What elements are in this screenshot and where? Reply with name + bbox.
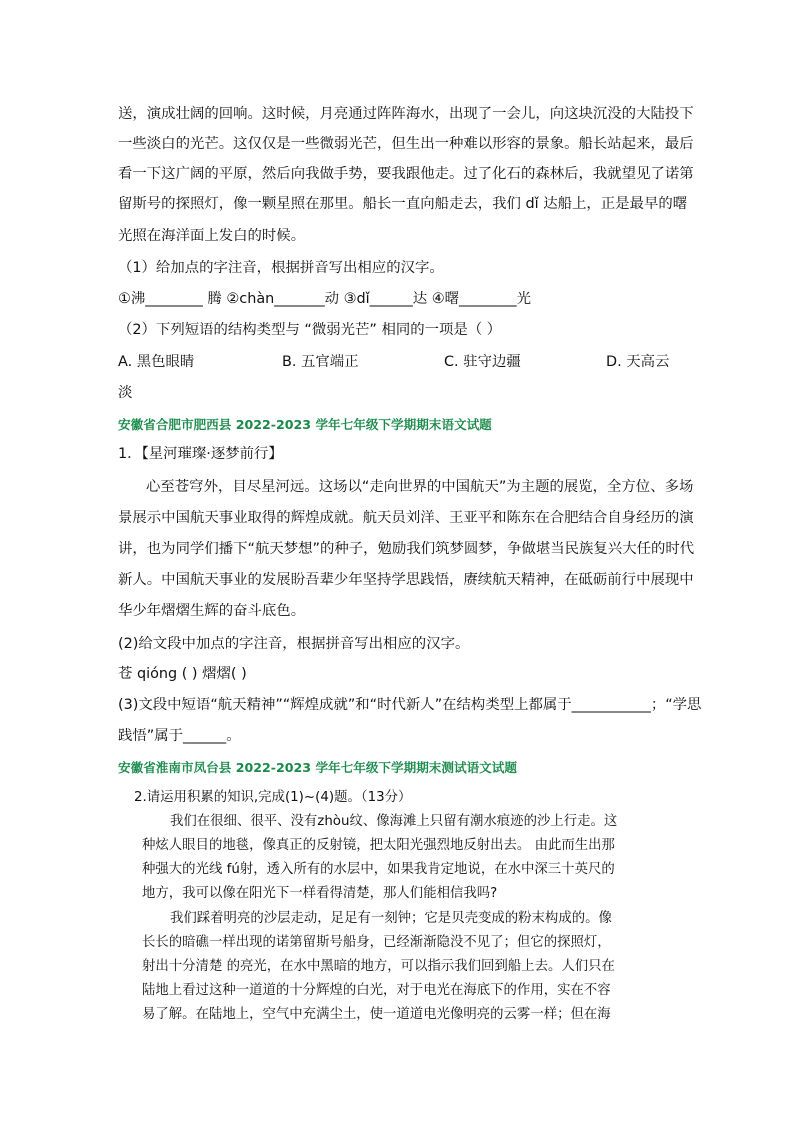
paragraph-line: 我们在很细、很平、没有zhòu纹、像海滩上只留有潮水痕迹的沙上行走。这 — [170, 814, 618, 829]
question-3: (3)文段中短语“航天精神”“辉煌成就”和“时代新人”在结构类型上都属于___________；“学思 — [118, 697, 702, 713]
paragraph-line: 华少年熠熠生辉的奋斗底色。 — [118, 603, 306, 619]
paragraph-line: 光照在海洋面上发白的时候。 — [118, 228, 306, 244]
question-3-wrap: 践悟”属于______。 — [118, 728, 241, 744]
question-1: （1）给加点的字注音，根据拼音写出相应的汉字。 — [118, 260, 444, 276]
paragraph-line: 射出十分清楚 的亮光，在水中黑暗的地方，可以指示我们回到船上去。人们只在 — [142, 959, 615, 974]
paragraph-line: 种强大的光线 fú射，透入所有的水层中，如果我肯定地说，在水中深三十英尺的 — [142, 862, 615, 877]
question-2: （2）下列短语的结构类型与 “微弱光芒” 相同的一项是（ ） — [118, 322, 502, 338]
option-a: A. 黑色眼睛 — [118, 354, 195, 370]
question-2: (2)给文段中加点的字注音，根据拼音写出相应的汉字。 — [118, 636, 470, 652]
paragraph-line: 一些淡白的光芒。这仅仅是一些微弱光芒，但生出一种难以形容的景象。船长站起来，最后 — [118, 136, 694, 152]
option-b: B. 五官端正 — [282, 354, 359, 370]
paragraph-line: 送，演成壮阔的回响。这时候，月亮通过阵阵海水，出现了一会儿，向这块沉没的大陆投下 — [118, 106, 694, 122]
question-2-items: 苍 qióng ( ) 熠熠( ) — [118, 666, 247, 682]
question-title: 2.请运用积累的知识,完成(1)~(4)题。（13分） — [134, 790, 412, 805]
paragraph-line: 讲，也为同学们播下“航天梦想”的种子，勉励我们筑梦圆梦，争做堪当民族复兴大任的时代 — [118, 541, 695, 557]
paragraph-line: 留斯号的探照灯，像一颗星照在那里。船长一直向船走去，我们 dǐ 达船上，正是最早的曙 — [118, 196, 688, 212]
paragraph-line: 长长的暗礁一样出现的诺第留斯号船身，已经渐渐隐没不见了；但它的探照灯， — [142, 935, 611, 950]
paragraph-line: 我们踩着明亮的沙层走动，足足有一刻钟；它是贝壳变成的粉末构成的。像 — [170, 911, 612, 926]
option-d-wrap: 淡 — [118, 385, 133, 401]
paragraph-line: 陆地上看过这种一道道的十分辉煌的白光，对于电光在海底下的作用，实在不容 — [142, 983, 611, 998]
paragraph-line: 种炫人眼目的地毯，像真正的反射镜，把太阳光强烈地反射出去。 由此而生出那 — [142, 838, 615, 853]
question-1-items: ①沸________ 腾 ②chàn_______动 ③dǐ______达 ④曙________光 — [118, 291, 532, 307]
exam-heading: 安徽省合肥市肥西县 2022-2023 学年七年级下学期期末语文试题 — [118, 417, 492, 432]
option-d: D. 天高云 — [606, 354, 670, 370]
paragraph-line: 看一下这广阔的平原，然后向我做手势，要我跟他走。过了化石的森林后，我就望见了诺第 — [118, 166, 694, 182]
paragraph-line: 景展示中国航天事业取得的辉煌成就。航天员刘洋、王亚平和陈东在合肥结合自身经历的演 — [118, 510, 694, 526]
paragraph-line: 心至苍穹外，目尽星河远。这场以“走向世界的中国航天”为主题的展览，全方位、多场 — [146, 479, 694, 495]
exam-heading: 安徽省淮南市凤台县 2022-2023 学年七年级下学期期末测试语文试题 — [118, 760, 517, 775]
paragraph-line: 新人。中国航天事业的发展盼吾辈少年坚持学思践悟，赓续航天精神，在砥砺前行中展现中 — [118, 572, 694, 588]
paragraph-line: 易了解。在陆地上，空气中充满尘土，使一道道电光像明亮的云雾一样；但在海 — [142, 1007, 611, 1022]
option-c: C. 驻守边疆 — [444, 354, 521, 370]
paragraph-line: 地方，我可以像在阳光下一样看得清楚，那人们能相信我吗? — [142, 886, 498, 901]
question-title: 1．【星河璀璨·逐梦前行】 — [118, 446, 283, 462]
